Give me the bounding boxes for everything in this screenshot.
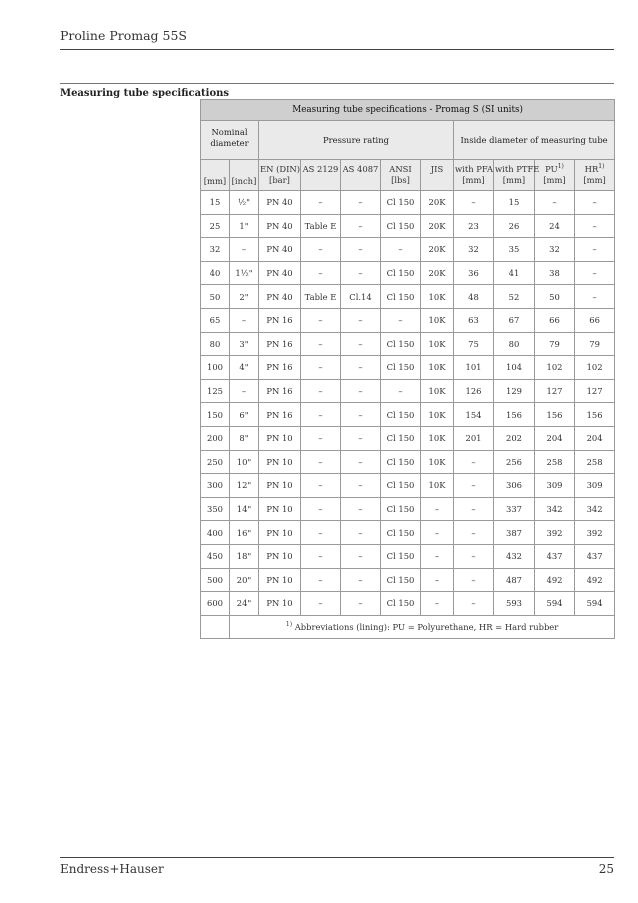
table-row (201, 308, 615, 332)
cell-as2129: – (301, 426, 341, 450)
cell-ptfe: 52 (494, 285, 535, 309)
cell-jis: – (421, 497, 454, 521)
cell-ansi: Cl 150 (381, 497, 421, 521)
cell-as4087: – (341, 544, 381, 568)
cell-as4087: – (341, 379, 381, 403)
cell-ptfe: 256 (494, 450, 535, 474)
cell-pu: 309 (535, 474, 575, 498)
cell-mm: 600 (201, 592, 230, 616)
cell-pfa: – (454, 521, 494, 545)
cell-hr: 66 (575, 308, 615, 332)
cell-hr: 79 (575, 332, 615, 356)
cell-jis: 10K (421, 474, 454, 498)
cell-pu: 204 (535, 426, 575, 450)
cell-pu: 342 (535, 497, 575, 521)
cell-inch: 6" (230, 403, 259, 427)
cell-as4087: – (341, 261, 381, 285)
col-header-inch: [inch] (230, 160, 259, 191)
col-header-hr-label: HR (584, 164, 599, 174)
cell-pu: 24 (535, 214, 575, 238)
cell-pu: 38 (535, 261, 575, 285)
table-row (201, 356, 615, 380)
footnote-marker: 1) (285, 620, 293, 628)
cell-ansi: Cl 150 (381, 403, 421, 427)
cell-as4087: – (341, 308, 381, 332)
cell-en-din: PN 40 (259, 191, 301, 215)
cell-inch: 8" (230, 426, 259, 450)
col-header-as2129 (301, 160, 341, 191)
cell-inch: 4" (230, 356, 259, 380)
cell-pfa: 63 (454, 308, 494, 332)
header-nominal-diameter: Nominal diameter (201, 121, 259, 160)
cell-as2129: – (301, 474, 341, 498)
table-row (201, 238, 615, 262)
col-header-pfa-label: with PFA (455, 164, 494, 174)
cell-mm: 500 (201, 568, 230, 592)
cell-jis: 20K (421, 191, 454, 215)
cell-ptfe: 35 (494, 238, 535, 262)
col-header-en-din (259, 160, 301, 191)
col-header-ptfe-label: with PTFE (495, 164, 540, 174)
cell-pu: 594 (535, 592, 575, 616)
col-header-jis-label: JIS (430, 164, 444, 174)
cell-as2129: – (301, 238, 341, 262)
cell-ptfe: 202 (494, 426, 535, 450)
cell-en-din: PN 16 (259, 403, 301, 427)
cell-mm: 150 (201, 403, 230, 427)
cell-pfa: – (454, 450, 494, 474)
cell-pu: 79 (535, 332, 575, 356)
cell-pfa: 36 (454, 261, 494, 285)
table-row (201, 191, 615, 215)
cell-ptfe: 67 (494, 308, 535, 332)
cell-as2129: – (301, 261, 341, 285)
cell-inch: 24" (230, 592, 259, 616)
cell-en-din: PN 40 (259, 238, 301, 262)
cell-mm: 200 (201, 426, 230, 450)
cell-en-din: PN 10 (259, 474, 301, 498)
cell-mm: 350 (201, 497, 230, 521)
cell-hr: 594 (575, 592, 615, 616)
cell-as2129: – (301, 308, 341, 332)
cell-ansi: Cl 150 (381, 332, 421, 356)
cell-mm: 25 (201, 214, 230, 238)
cell-mm: 80 (201, 332, 230, 356)
cell-as4087: – (341, 356, 381, 380)
cell-as2129: – (301, 592, 341, 616)
cell-hr: 258 (575, 450, 615, 474)
col-header-en-din-unit: [bar] (269, 175, 290, 185)
cell-en-din: PN 10 (259, 450, 301, 474)
header-rule (60, 49, 614, 50)
col-header-hr-unit: [mm] (583, 175, 606, 185)
cell-mm: 40 (201, 261, 230, 285)
cell-ansi: Cl 150 (381, 214, 421, 238)
footnote-blank-cell (201, 615, 230, 638)
cell-inch: 10" (230, 450, 259, 474)
cell-ansi: Cl 150 (381, 426, 421, 450)
cell-pfa: 101 (454, 356, 494, 380)
cell-mm: 400 (201, 521, 230, 545)
cell-pfa: – (454, 191, 494, 215)
cell-as4087: – (341, 238, 381, 262)
cell-pfa: – (454, 592, 494, 616)
cell-as2129: – (301, 521, 341, 545)
footnote-text: Abbreviations (lining): PU = Polyurethane, HR = Hard rubber (294, 621, 559, 632)
cell-ptfe: 432 (494, 544, 535, 568)
cell-jis: 10K (421, 285, 454, 309)
cell-mm: 65 (201, 308, 230, 332)
cell-en-din: PN 10 (259, 426, 301, 450)
cell-jis: – (421, 521, 454, 545)
table-row (201, 497, 615, 521)
cell-hr: 392 (575, 521, 615, 545)
cell-mm: 125 (201, 379, 230, 403)
cell-jis: 10K (421, 308, 454, 332)
cell-hr: – (575, 238, 615, 262)
table-column-header-row (201, 160, 615, 191)
cell-ptfe: 337 (494, 497, 535, 521)
cell-en-din: PN 16 (259, 356, 301, 380)
cell-ptfe: 593 (494, 592, 535, 616)
cell-inch: 18" (230, 544, 259, 568)
col-header-ptfe-unit: [mm] (502, 175, 526, 185)
cell-mm: 15 (201, 191, 230, 215)
cell-inch: 3" (230, 332, 259, 356)
cell-pu: 66 (535, 308, 575, 332)
cell-as4087: Cl.14 (341, 285, 381, 309)
cell-as4087: – (341, 426, 381, 450)
cell-as2129: – (301, 379, 341, 403)
cell-ansi: – (381, 238, 421, 262)
cell-ansi: – (381, 308, 421, 332)
table-row (201, 403, 615, 427)
col-header-as4087-label: AS 4087 (342, 164, 379, 174)
cell-pu: – (535, 191, 575, 215)
cell-jis: 10K (421, 426, 454, 450)
cell-en-din: PN 16 (259, 332, 301, 356)
cell-en-din: PN 16 (259, 379, 301, 403)
cell-pfa: 75 (454, 332, 494, 356)
header-inside-diameter: Inside diameter of measuring tube (454, 121, 615, 160)
cell-pu: 50 (535, 285, 575, 309)
cell-ansi: Cl 150 (381, 261, 421, 285)
table-row (201, 214, 615, 238)
cell-as4087: – (341, 191, 381, 215)
hr-footnote-marker: 1) (598, 163, 605, 171)
cell-hr: 102 (575, 356, 615, 380)
header-pressure-rating: Pressure rating (259, 121, 454, 160)
cell-ptfe: 15 (494, 191, 535, 215)
cell-hr: 342 (575, 497, 615, 521)
cell-as4087: – (341, 497, 381, 521)
cell-hr: – (575, 214, 615, 238)
cell-pu: 392 (535, 521, 575, 545)
cell-as4087: – (341, 214, 381, 238)
cell-hr: 204 (575, 426, 615, 450)
cell-as2129: – (301, 332, 341, 356)
cell-ptfe: 129 (494, 379, 535, 403)
table-caption: Measuring tube specifications - Promag S (SI units) (201, 100, 615, 121)
cell-mm: 100 (201, 356, 230, 380)
cell-hr: 309 (575, 474, 615, 498)
col-header-as4087 (341, 160, 381, 191)
cell-en-din: PN 40 (259, 285, 301, 309)
col-header-pfa-unit: [mm] (462, 175, 485, 185)
cell-pfa: 23 (454, 214, 494, 238)
cell-as2129: – (301, 568, 341, 592)
cell-en-din: PN 10 (259, 592, 301, 616)
cell-ptfe: 41 (494, 261, 535, 285)
col-header-hr (575, 160, 615, 191)
col-header-ansi-label: ANSI (389, 164, 412, 174)
cell-pu: 437 (535, 544, 575, 568)
cell-jis: – (421, 544, 454, 568)
section-rule (60, 83, 614, 84)
cell-ptfe: 387 (494, 521, 535, 545)
cell-inch: ½" (230, 191, 259, 215)
page-header-title: Proline Promag 55S (60, 28, 187, 43)
cell-ansi: Cl 150 (381, 544, 421, 568)
table-caption-row (201, 100, 615, 121)
col-header-pu (535, 160, 575, 191)
cell-jis: 20K (421, 214, 454, 238)
cell-as4087: – (341, 592, 381, 616)
cell-inch: 14" (230, 497, 259, 521)
col-header-en-din-label: EN (DIN) (260, 164, 300, 174)
cell-inch: – (230, 308, 259, 332)
cell-hr: 127 (575, 379, 615, 403)
measuring-tube-spec-table (200, 99, 615, 639)
cell-as4087: – (341, 403, 381, 427)
cell-hr: 437 (575, 544, 615, 568)
cell-pfa: – (454, 544, 494, 568)
cell-pfa: 48 (454, 285, 494, 309)
cell-pfa: 154 (454, 403, 494, 427)
table-row (201, 332, 615, 356)
cell-pu: 492 (535, 568, 575, 592)
table-row (201, 285, 615, 309)
cell-inch: – (230, 379, 259, 403)
cell-jis: 10K (421, 403, 454, 427)
cell-as2129: Table E (301, 285, 341, 309)
cell-ansi: Cl 150 (381, 356, 421, 380)
col-header-ansi-unit: [lbs] (391, 175, 410, 185)
cell-as2129: – (301, 497, 341, 521)
cell-en-din: PN 10 (259, 544, 301, 568)
cell-jis: 10K (421, 379, 454, 403)
cell-inch: 16" (230, 521, 259, 545)
cell-as2129: – (301, 544, 341, 568)
col-header-as2129-label: AS 2129 (302, 164, 339, 174)
cell-as2129: Table E (301, 214, 341, 238)
table-row (201, 379, 615, 403)
table-footnote (230, 615, 615, 638)
table-row (201, 426, 615, 450)
cell-pfa: – (454, 568, 494, 592)
footer-brand: Endress+Hauser (60, 862, 164, 876)
footer-rule (60, 857, 614, 858)
cell-mm: 50 (201, 285, 230, 309)
cell-jis: 20K (421, 261, 454, 285)
section-title: Measuring tube specifications (60, 88, 230, 99)
cell-ptfe: 26 (494, 214, 535, 238)
cell-mm: 32 (201, 238, 230, 262)
cell-en-din: PN 10 (259, 521, 301, 545)
cell-inch: 20" (230, 568, 259, 592)
cell-ansi: Cl 150 (381, 191, 421, 215)
cell-as4087: – (341, 474, 381, 498)
cell-inch: 2" (230, 285, 259, 309)
col-header-jis (421, 160, 454, 191)
cell-pfa: 32 (454, 238, 494, 262)
cell-en-din: PN 10 (259, 568, 301, 592)
cell-en-din: PN 40 (259, 261, 301, 285)
cell-ansi: Cl 150 (381, 592, 421, 616)
cell-ptfe: 487 (494, 568, 535, 592)
cell-ansi: – (381, 379, 421, 403)
cell-hr: – (575, 191, 615, 215)
cell-ansi: Cl 150 (381, 568, 421, 592)
table-row (201, 592, 615, 616)
cell-ansi: Cl 150 (381, 521, 421, 545)
cell-hr: – (575, 261, 615, 285)
cell-ansi: Cl 150 (381, 285, 421, 309)
cell-inch: – (230, 238, 259, 262)
cell-hr: 156 (575, 403, 615, 427)
cell-jis: 10K (421, 356, 454, 380)
cell-ptfe: 104 (494, 356, 535, 380)
cell-as2129: – (301, 450, 341, 474)
cell-pu: 102 (535, 356, 575, 380)
cell-jis: 10K (421, 332, 454, 356)
cell-ptfe: 80 (494, 332, 535, 356)
cell-pu: 32 (535, 238, 575, 262)
cell-pu: 127 (535, 379, 575, 403)
cell-inch: 1" (230, 214, 259, 238)
cell-pu: 258 (535, 450, 575, 474)
cell-as2129: – (301, 191, 341, 215)
cell-pfa: – (454, 474, 494, 498)
cell-pfa: – (454, 497, 494, 521)
cell-en-din: PN 10 (259, 497, 301, 521)
cell-ansi: Cl 150 (381, 474, 421, 498)
cell-as4087: – (341, 332, 381, 356)
cell-as2129: – (301, 403, 341, 427)
cell-jis: – (421, 592, 454, 616)
pu-footnote-marker: 1) (557, 163, 564, 171)
table-footnote-row (201, 615, 615, 638)
table-group-header-row (201, 121, 615, 160)
page-number: 25 (598, 862, 614, 876)
col-header-ptfe (494, 160, 540, 191)
table-row (201, 544, 615, 568)
cell-mm: 450 (201, 544, 230, 568)
cell-inch: 1½" (230, 261, 259, 285)
cell-jis: – (421, 568, 454, 592)
cell-en-din: PN 16 (259, 308, 301, 332)
cell-inch: 12" (230, 474, 259, 498)
cell-hr: 492 (575, 568, 615, 592)
cell-pfa: 201 (454, 426, 494, 450)
cell-jis: 20K (421, 238, 454, 262)
cell-jis: 10K (421, 450, 454, 474)
col-header-pu-label: PU (545, 164, 558, 174)
cell-ptfe: 306 (494, 474, 535, 498)
col-header-mm: [mm] (201, 160, 230, 191)
cell-mm: 300 (201, 474, 230, 498)
cell-pu: 156 (535, 403, 575, 427)
cell-as4087: – (341, 450, 381, 474)
cell-as4087: – (341, 521, 381, 545)
table-row (201, 450, 615, 474)
table-row (201, 568, 615, 592)
table-row (201, 521, 615, 545)
cell-as4087: – (341, 568, 381, 592)
cell-as2129: – (301, 356, 341, 380)
cell-ptfe: 156 (494, 403, 535, 427)
cell-ansi: Cl 150 (381, 450, 421, 474)
cell-mm: 250 (201, 450, 230, 474)
cell-en-din: PN 40 (259, 214, 301, 238)
cell-pfa: 126 (454, 379, 494, 403)
table-row (201, 474, 615, 498)
cell-hr: – (575, 285, 615, 309)
table-row (201, 261, 615, 285)
col-header-pfa (454, 160, 494, 191)
col-header-pu-unit: [mm] (543, 175, 566, 185)
col-header-ansi (381, 160, 421, 191)
